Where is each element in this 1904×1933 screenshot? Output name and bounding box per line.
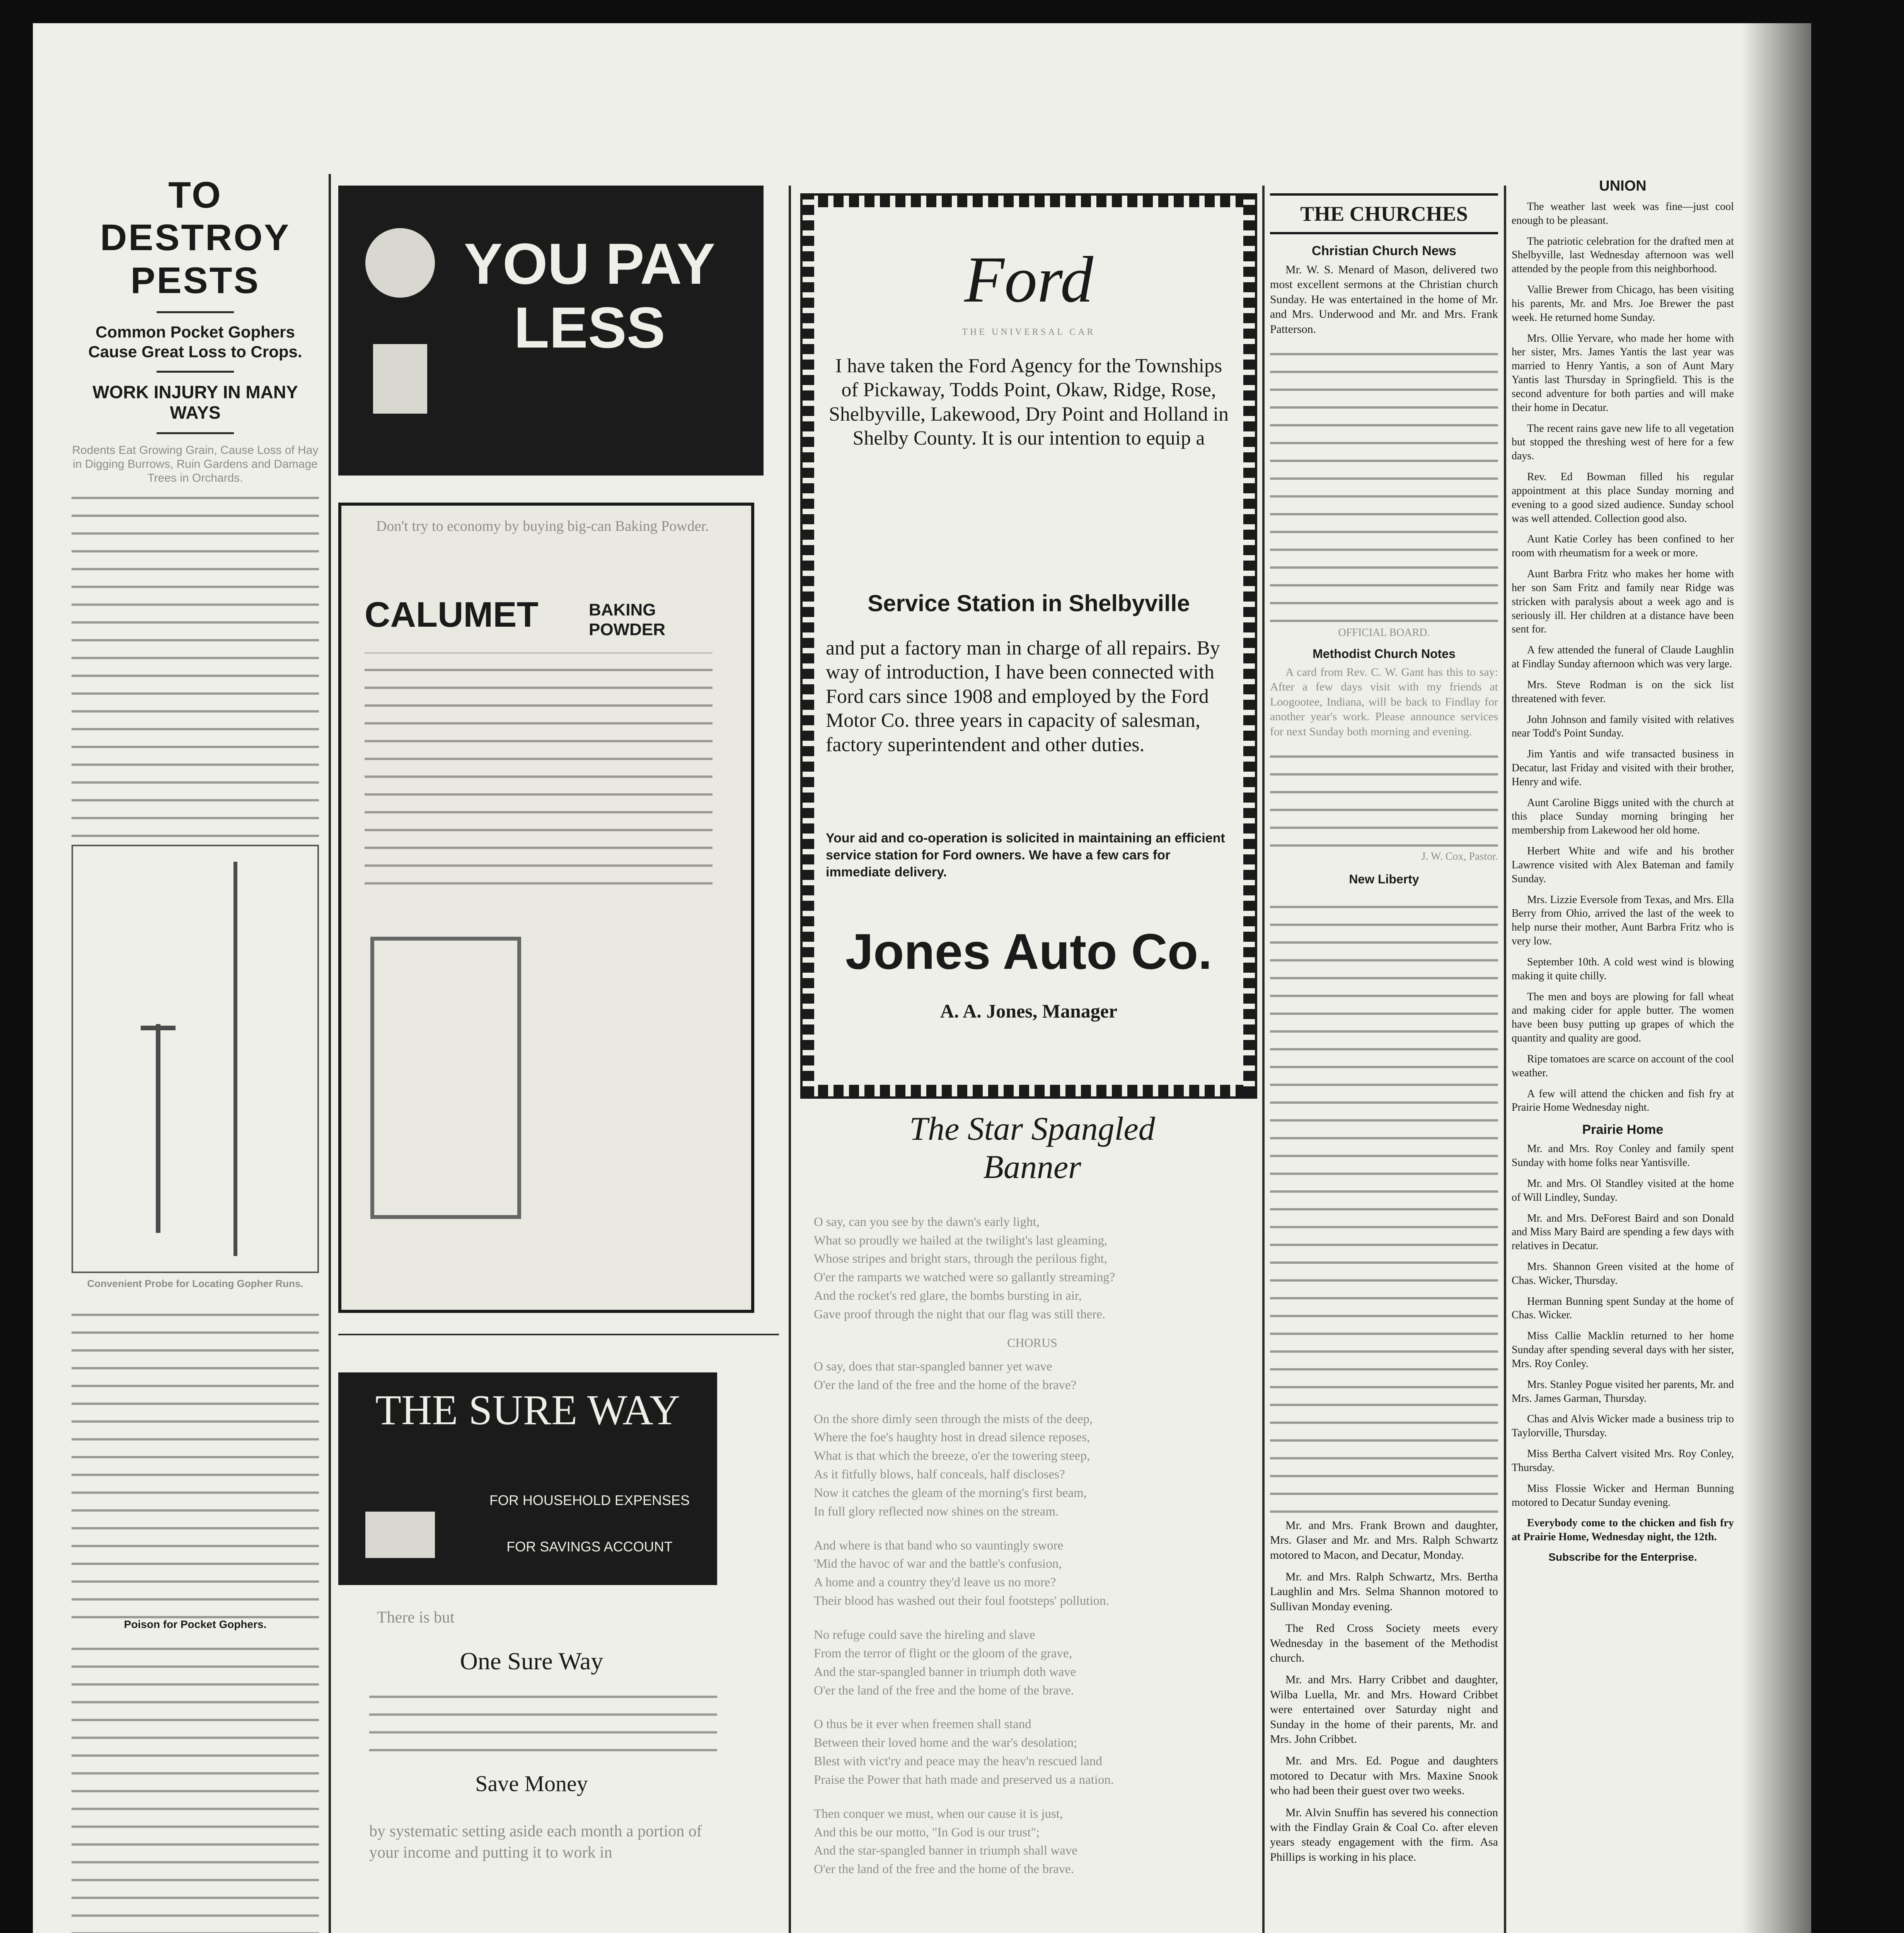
union-paragraph: The weather last week was fine—just cool enough to be pleasant. — [1512, 201, 1734, 227]
anthem-title: The Star Spangled Banner — [909, 1110, 1155, 1185]
faded-article-text — [72, 1638, 319, 1933]
prairie-paragraph: Miss Callie Macklin returned to her home Sunday after spending several days with her sister, Mrs. Roy Conley. — [1512, 1330, 1734, 1370]
sure-way-ad — [338, 1372, 717, 1585]
probe-caption: Convenient Probe for Locating Gopher Runs. — [87, 1277, 303, 1289]
anthem-verse-7: Then conquer we must, when our cause it is just, And this be our motto, "In God is our trust"; And the star-spangled banner in triumph shall wave O'er the land of the free and the home of the brave. — [814, 1807, 1078, 1877]
churches-title: THE CHURCHES — [1270, 193, 1498, 234]
prairie-home-body — [1512, 1142, 1734, 1544]
anthem-verse-1: O say, can you see by the dawn's early light, What so proudly we hailed at the twilight's last gleaming, Whose stripes and bright stars, through the perilous fight, O'er the ramparts we watched were so gallantly streaming? And the rocket's red glare, the bombs bursting in air, Gave proof through the night that our flag was still there. — [814, 1215, 1115, 1321]
prairie-paragraph: Herman Bunning spent Sunday at the home of Chas. Wicker. — [1512, 1295, 1734, 1321]
union-paragraph: Ripe tomatoes are scarce on account of the cool weather. — [1512, 1053, 1734, 1079]
sure-way-title: THE SURE WAY — [375, 1386, 680, 1434]
union-paragraph: Jim Yantis and wife transacted business in Decatur, last Friday and visited with their brother, Henry and wife. — [1512, 748, 1734, 788]
methodist-body — [1270, 665, 1498, 739]
subscribe-line: Subscribe for the Enterprise. — [1548, 1551, 1697, 1563]
prairie-paragraph: Mrs. Stanley Pogue visited her parents, Mr. and Mrs. James Garman, Thursday. — [1512, 1378, 1734, 1405]
there-is-but: There is but — [377, 1609, 455, 1626]
anthem-verse-5: No refuge could save the hireling and slave From the terror of flight or the gloom of the grave, And the star-spangled banner in triumph doth wave O'er the land of the free and the home of the brave. — [814, 1628, 1076, 1698]
prairie-home-title: Prairie Home — [1582, 1122, 1664, 1137]
faded-church-text — [1270, 746, 1498, 847]
savings-label: FOR SAVINGS ACCOUNT — [506, 1539, 673, 1555]
union-paragraph: Aunt Barbra Fritz who makes her home with her son Sam Fritz and family near Ridge was stricken with paralysis about a week ago and is seriously ill. Her children at a distance have been sent for. — [1512, 568, 1734, 636]
prairie-paragraph: Mr. and Mrs. Roy Conley and family spent Sunday with home folks near Yantisville. — [1512, 1143, 1734, 1169]
union-title: UNION — [1599, 178, 1647, 194]
anthem-verse-3: On the shore dimly seen through the mists of the deep, Where the foe's haughty host in dread silence reposes, What is that which the breeze, o'er the towering steep, As it fitfully blows, half conceals, half discloses? Now it catches the gleam of the morning's first beam, In full glory reflected now shines on the stream. — [814, 1412, 1093, 1519]
calumet-brand: CALUMET — [365, 595, 539, 634]
ford-intro: I have taken the Ford Agency for the Townships of Pickaway, Todds Point, Okaw, Ridge, Rose, Shelbyville, Lakewood, Dry Point and Holland in Shelby County. It is our intention to equip a — [828, 355, 1229, 450]
faded-ad-text — [365, 653, 713, 885]
ornament-border — [803, 1085, 1255, 1096]
ornament-border — [803, 196, 1255, 207]
household-label: FOR HOUSEHOLD EXPENSES — [489, 1492, 690, 1508]
faded-article-text — [72, 497, 319, 837]
union-body — [1512, 200, 1734, 1115]
pastor-signature: J. W. Cox, Pastor. — [1421, 850, 1498, 863]
anthem-chorus-label: CHORUS — [1007, 1335, 1057, 1350]
prairie-paragraph: Chas and Alvis Wicker made a business trip to Taylorville, Thursday. — [1512, 1413, 1734, 1439]
anthem-verse-2: O say, does that star-spangled banner yet wave O'er the land of the free and the home of the brave? — [814, 1359, 1077, 1392]
liberty-paragraph: The Red Cross Society meets every Wednesday in the basement of the Methodist church. — [1270, 1622, 1498, 1665]
prairie-paragraph: Mrs. Shannon Green visited at the home of Chas. Wicker, Thursday. — [1512, 1261, 1734, 1287]
union-paragraph: Vallie Brewer from Chicago, has been visiting his parents, Mr. and Mrs. Joe Brewer the past week. He returned home Sunday. — [1512, 284, 1734, 324]
liberty-paragraph: Mr. and Mrs. Ralph Schwartz, Mrs. Bertha Laughlin and Mrs. Selma Shannon motored to Sullivan Monday evening. — [1270, 1570, 1498, 1613]
ford-company: Jones Auto Co. — [845, 923, 1212, 980]
pay-less-text: YOU PAY LESS — [464, 231, 716, 360]
liberty-paragraph: Mr. and Mrs. Ed. Pogue and daughters motored to Decatur with Mrs. Maxine Snook who had been their guest over two weeks. — [1270, 1754, 1498, 1797]
union-paragraph: Aunt Katie Corley has been confined to her room with rheumatism for a week or more. — [1512, 533, 1734, 559]
christian-head: Christian Church News — [1311, 244, 1457, 258]
probe-drawing — [73, 846, 317, 1268]
new-liberty-head: New Liberty — [1349, 872, 1419, 886]
gopher-probe-illustration — [72, 845, 319, 1273]
baking-powder-can — [365, 931, 527, 1225]
money-icon — [361, 1504, 439, 1566]
prairie-paragraph: Mr. and Mrs. DeForest Baird and son Donald and Miss Mary Baird are spending a few days with relatives in Decatur. — [1512, 1212, 1734, 1252]
prairie-paragraph: Mr. and Mrs. Ol Standley visited at the home of Will Lindley, Sunday. — [1512, 1177, 1734, 1203]
union-paragraph: A few attended the funeral of Claude Laughlin at Findlay Sunday afternoon which was very large. — [1512, 644, 1734, 670]
union-paragraph: Rev. Ed Bowman filled his regular appointment at this place Sunday morning and evening to a good sized audience. Sunday school was well attended. Collection good also. — [1512, 471, 1734, 525]
column-rule — [1262, 186, 1265, 1933]
union-paragraph: Herbert White and wife and his brother Lawrence visited with Alex Bateman and family Sunday. — [1512, 845, 1734, 885]
one-sure-way: One Sure Way — [460, 1647, 603, 1675]
anthem-column — [814, 1110, 1251, 1933]
union-paragraph: Aunt Caroline Biggs united with the church at this place Sunday morning bringing her membership from Lakewood her old home. — [1512, 796, 1734, 837]
union-paragraph: Mrs. Ollie Yervare, who made her home with her sister, Mrs. James Yantis the last year was married to Henry Yantis, a son of Aunt Mary Yantis last Thursday in Springfield. This is the second adventure for both parties and will make their home in Decatur. — [1512, 332, 1734, 414]
ford-manager: A. A. Jones, Manager — [940, 1000, 1118, 1022]
calumet-product: BAKING POWDER — [589, 600, 665, 639]
pests-deck: Common Pocket Gophers Cause Great Loss to Crops. — [88, 323, 302, 361]
faded-ad-text — [369, 1693, 717, 1751]
official-board: OFFICIAL BOARD. — [1338, 626, 1430, 639]
column-rule — [789, 186, 791, 1933]
divider — [157, 432, 234, 434]
anthem-verse-6: O thus be it ever when freemen shall stand Between their loved home and the war's desolation; Blest with vict'ry and peace may the heav'n rescued land Praise the Power that hath made and preserved us a nation. — [814, 1717, 1114, 1787]
faded-church-text — [1270, 344, 1498, 622]
divider — [157, 371, 234, 373]
pay-less-ad — [338, 186, 764, 476]
poison-subhead: Poison for Pocket Gophers. — [124, 1618, 267, 1630]
baker-illustration — [350, 216, 450, 448]
ford-service-station: Service Station in Shelbyville — [868, 590, 1190, 616]
pests-subdeck: Rodents Eat Growing Grain, Cause Loss of Hay in Digging Burrows, Ruin Gardens and Damage Trees in Orchards. — [72, 443, 319, 484]
divider — [338, 1334, 779, 1335]
ford-cooperation: Your aid and co-operation is solicited in maintaining an efficient service station for Ford owners. We have a few cars for immediate delivery. — [826, 831, 1225, 880]
column-rule — [1504, 186, 1506, 1933]
faded-article-text — [72, 1301, 319, 1618]
church-paragraph: A card from Rev. C. W. Gant has this to say: After a few days visit with my friends at Loogootee, Indiana, will be back to Findlay for another year's work. Please announce services for next Sunday both morning and evening. — [1270, 665, 1498, 738]
ford-details: and put a factory man in charge of all repairs. By way of introduction, I have been connected with Ford cars since 1908 and employed by the Ford Motor Co. three years in capacity of salesman, factory superintendent and other duties. — [826, 637, 1220, 756]
christian-body — [1270, 263, 1498, 337]
calumet-intro: Don't try to economy by buying big-can Baking Powder. — [376, 518, 709, 534]
liberty-paragraph: Mr. Alvin Snuffin has severed his connection with the Findlay Grain & Coal Co. after eleven years steady engagement with the firm. Asa Phillips is working in his place. — [1270, 1806, 1498, 1863]
anthem-verse-4: And where is that band who so vauntingly swore 'Mid the havoc of war and the battle's confusion, A home and a country they'd leave us no more? Their blood has washed out their foul footsteps' pollution. — [814, 1538, 1109, 1608]
save-money: Save Money — [475, 1771, 588, 1796]
page-shadow — [1742, 23, 1811, 1933]
divider — [157, 311, 234, 313]
column-ads — [338, 186, 806, 1933]
ford-subtitle: THE UNIVERSAL CAR — [962, 327, 1096, 337]
pests-headline: TO DESTROY PESTS — [100, 174, 291, 301]
faded-liberty-text — [1270, 894, 1498, 1513]
newspaper-page — [33, 23, 1811, 1933]
prairie-paragraph: Everybody come to the chicken and fish fry at Prairie Home, Wednesday night, the 12th. — [1512, 1517, 1734, 1543]
prairie-paragraph: Miss Bertha Calvert visited Mrs. Roy Conley, Thursday. — [1512, 1448, 1734, 1474]
union-paragraph: The patriotic celebration for the drafted men at Shelbyville, last Wednesday afternoon was well attended by the people from this neighborhood. — [1512, 235, 1734, 275]
union-paragraph: Mrs. Steve Rodman is on the sick list threatened with fever. — [1512, 678, 1734, 705]
ford-ad — [800, 193, 1257, 1099]
systematic-text: by systematic setting aside each month a portion of your income and putting it to work in — [369, 1822, 702, 1861]
pests-subhead: WORK INJURY IN MANY WAYS — [92, 382, 298, 423]
union-paragraph: Mrs. Lizzie Eversole from Texas, and Mrs. Ella Berry from Ohio, arrived the last of the week to help nurse their mother, Aunt Barbra Fritz who is very low. — [1512, 893, 1734, 948]
methodist-head: Methodist Church Notes — [1313, 646, 1456, 661]
union-paragraph: John Johnson and family visited with relatives near Todd's Point Sunday. — [1512, 713, 1734, 740]
union-paragraph: The recent rains gave new life to all vegetation but stopped the threshing west of here for a few days. — [1512, 422, 1734, 462]
liberty-paragraph: Mr. and Mrs. Frank Brown and daughter, Mrs. Glaser and Mr. and Mrs. Ralph Schwartz motored to Macon, and Decatur, Monday. — [1270, 1519, 1498, 1561]
liberty-paragraph: Mr. and Mrs. Harry Cribbet and daughter, Wilba Luella, Mr. and Mrs. Howard Cribbet were entertained over Saturday night and Sunday in the home of their parents, Mr. and Mrs. John Cribbet. — [1270, 1673, 1498, 1745]
church-paragraph: Mr. W. S. Menard of Mason, delivered two most excellent sermons at the Christian church Sunday. He was entertained in the home of Mr. and Mrs. Underwood and Mr. and Mrs. Frank Patterson. — [1270, 263, 1498, 336]
union-column — [1512, 178, 1734, 1933]
new-liberty-body — [1270, 1518, 1498, 1865]
ford-logo: Ford — [964, 243, 1093, 316]
union-paragraph: September 10th. A cold west wind is blowing making it quite chilly. — [1512, 956, 1734, 982]
calumet-ad — [338, 503, 754, 1313]
column-pests — [72, 174, 319, 1933]
union-paragraph: The men and boys are plowing for fall wheat and making cider for apple butter. The women have been busy putting up grapes of which the quantity and quality are good. — [1512, 990, 1734, 1045]
column-rule — [329, 174, 331, 1933]
union-paragraph: A few will attend the chicken and fish fry at Prairie Home Wednesday night. — [1512, 1088, 1734, 1114]
prairie-paragraph: Miss Flossie Wicker and Herman Bunning motored to Decatur Sunday evening. — [1512, 1482, 1734, 1509]
churches-column — [1270, 193, 1498, 1933]
